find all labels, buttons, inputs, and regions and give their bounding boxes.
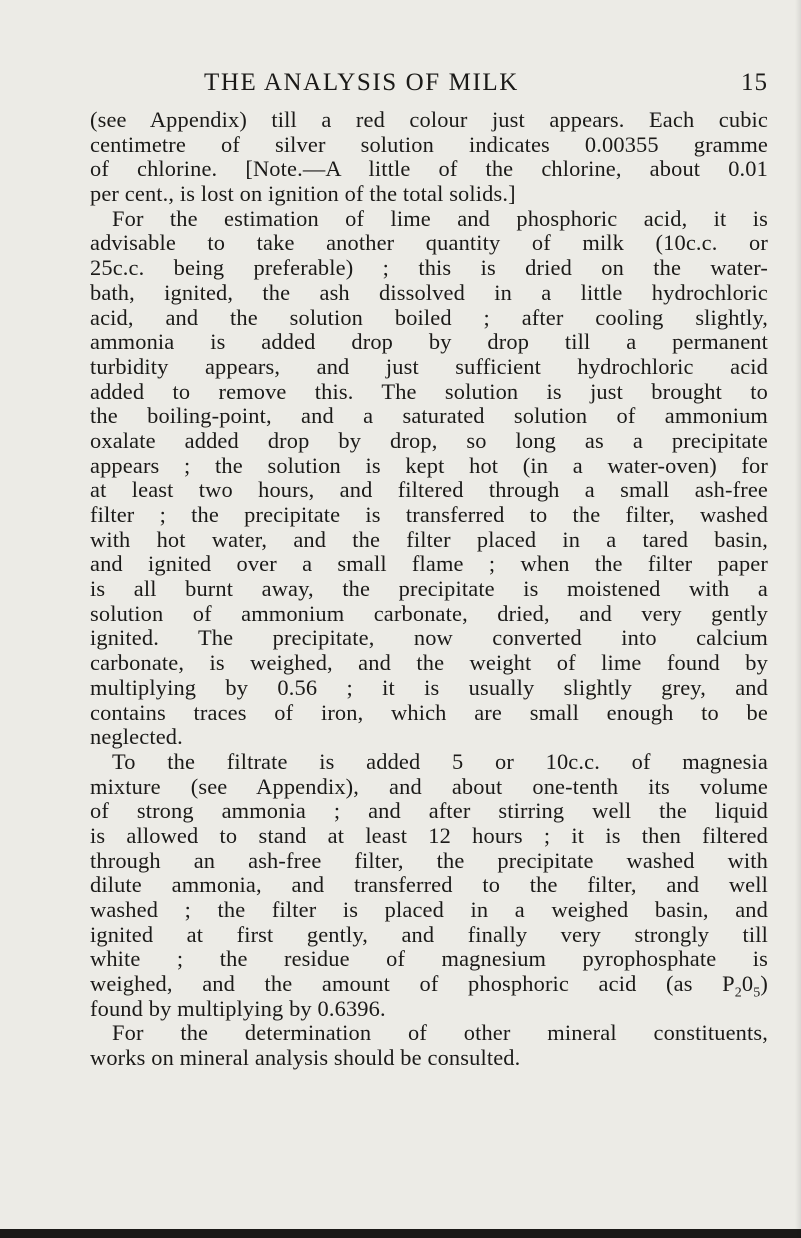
page-edge-shadow	[795, 0, 801, 1238]
text-line: ignited. The precipitate, now converted into calcium	[90, 625, 768, 651]
text-line: turbidity appears, and just sufficient hydrochloric acid	[90, 353, 768, 379]
text-line: appears ; the solution is kept hot (in a water-oven) for	[90, 452, 768, 478]
running-title: THE ANALYSIS OF MILK	[204, 69, 519, 96]
formula-line	[90, 971, 768, 1001]
text-line: bath, ignited, the ash dissolved in a little hydrochloric	[90, 279, 768, 305]
text-line: neglected.	[90, 724, 183, 750]
bottom-scan-edge	[0, 1229, 801, 1238]
text-line: of strong ammonia ; and after stirring well the liquid	[90, 798, 768, 824]
text-line: white ; the residue of magnesium pyrophosphate is	[90, 946, 768, 972]
text-line: of chlorine. [Note.—A little of the chlorine, about 0.01	[90, 156, 768, 182]
text-line: works on mineral analysis should be consulted.	[90, 1045, 521, 1071]
text-line: filter ; the precipitate is transferred to the filter, washed	[90, 502, 768, 527]
text-line: per cent., is lost on ignition of the total solids.]	[90, 181, 516, 207]
text-line: added to remove this. The solution is just brought to	[90, 378, 768, 404]
formula-oxygen: 0	[741, 971, 754, 997]
text-line: with hot water, and the filter placed in a tared basin,	[90, 526, 768, 552]
text-line: at least two hours, and filtered through a small ash-free	[90, 477, 768, 503]
text-line: is allowed to stand at least 12 hours ; it is then filtered	[90, 822, 768, 848]
paragraph-start-line: For the determination of other mineral constituents,	[112, 1020, 768, 1046]
text-line: and ignited over a small flame ; when the filter paper	[90, 551, 768, 577]
formula-subscript-o: 5	[753, 985, 761, 1001]
text-line: ammonia is added drop by drop till a permanent	[90, 329, 768, 355]
page-number: 15	[741, 69, 768, 96]
text-line: multiplying by 0.56 ; it is usually slightly grey, and	[90, 674, 768, 700]
formula-line-text: weighed, and the amount of phosphoric acid (as P	[90, 971, 735, 997]
formula-close-paren: )	[760, 971, 768, 997]
text-line: contains traces of iron, which are small enough to be	[90, 699, 768, 725]
text-line: dilute ammonia, and transferred to the filter, and well	[90, 872, 768, 898]
text-line: carbonate, is weighed, and the weight of lime found by	[90, 650, 768, 676]
text-line: ignited at first gently, and finally very strongly till	[90, 921, 768, 947]
running-head	[118, 66, 768, 100]
body-text	[90, 108, 768, 1071]
text-line: oxalate added drop by drop, so long as a precipitate	[90, 427, 768, 453]
text-line: advisable to take another quantity of milk (10c.c. or	[90, 230, 768, 256]
text-line: found by multiplying by 0.6396.	[90, 995, 386, 1021]
text-line: 25c.c. being preferable) ; this is dried on the water-	[90, 255, 768, 281]
text-line: through an ash-free filter, the precipitate washed with	[90, 847, 768, 873]
text-line: solution of ammonium carbonate, dried, and very gently	[90, 600, 768, 626]
paragraph-start-line: To the filtrate is added 5 or 10c.c. of magnesia	[112, 748, 768, 774]
text-line: washed ; the filter is placed in a weighed basin, and	[90, 897, 768, 922]
text-line: centimetre of silver solution indicates 0.00355 gramme	[90, 131, 768, 157]
text-line: the boiling-point, and a saturated solution of ammonium	[90, 403, 768, 429]
text-line: acid, and the solution boiled ; after cooling slightly,	[90, 304, 768, 330]
paragraph-start-line: For the estimation of lime and phosphoric acid, it is	[112, 205, 768, 231]
text-line: is all burnt away, the precipitate is moistened with a	[90, 576, 768, 602]
text-line: (see Appendix) till a red colour just appears. Each cubic	[90, 107, 768, 132]
formula-subscript-p: 2	[734, 985, 742, 1001]
text-line: mixture (see Appendix), and about one-tenth its volume	[90, 773, 768, 799]
